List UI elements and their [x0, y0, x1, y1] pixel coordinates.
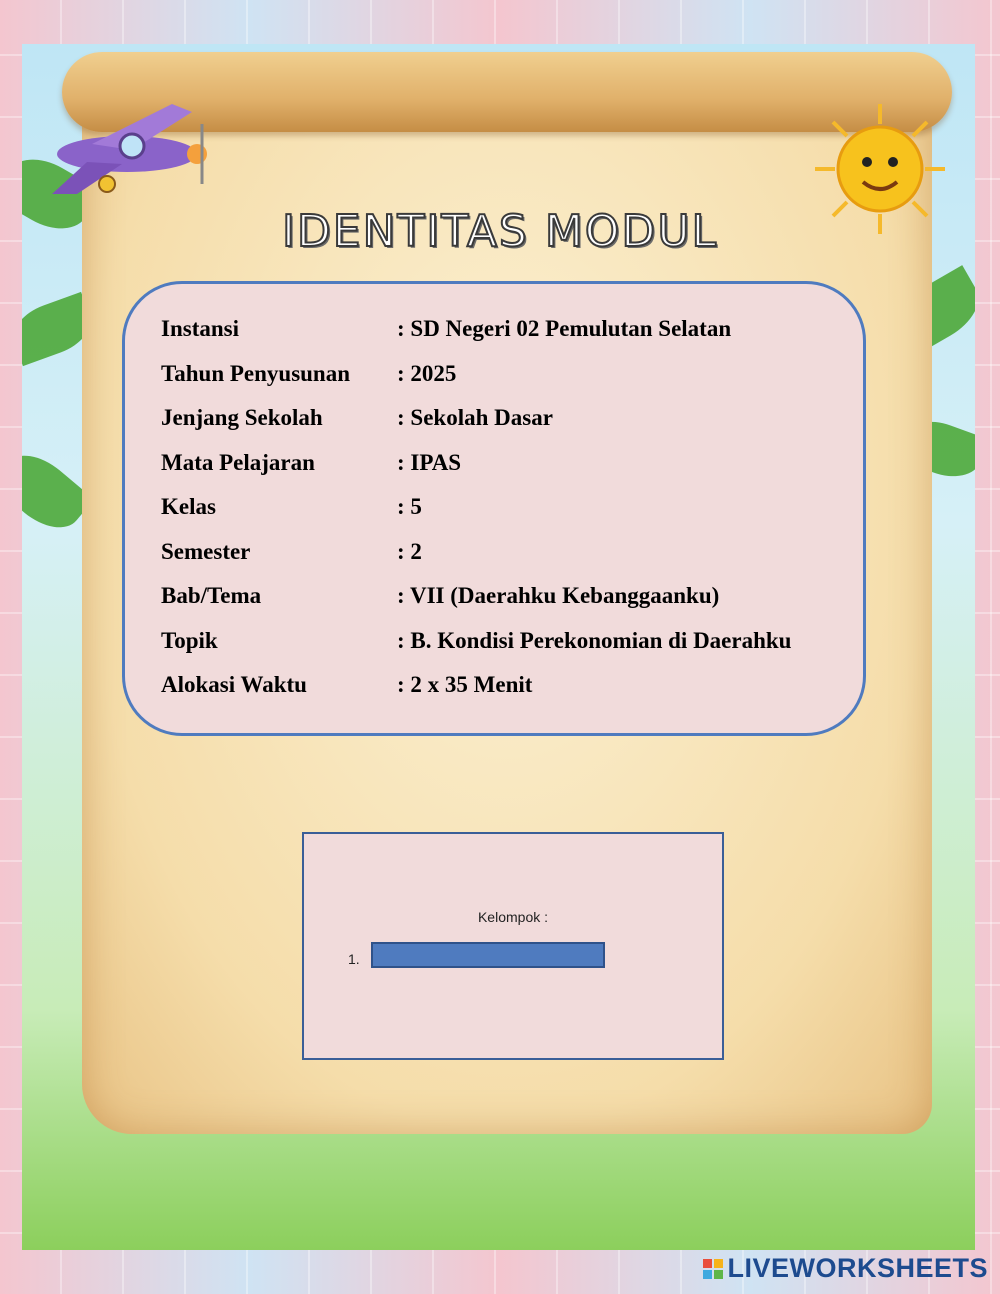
- identity-label: Instansi: [161, 316, 239, 341]
- identity-value: : 2: [397, 539, 422, 564]
- group-member-input[interactable]: [371, 942, 605, 968]
- identity-value: : Sekolah Dasar: [397, 405, 553, 430]
- page-title: IDENTITAS MODUL: [281, 206, 719, 257]
- identity-row: [161, 626, 791, 656]
- identity-row: [161, 581, 719, 611]
- identity-row: [161, 492, 422, 522]
- identity-label: Semester: [161, 539, 251, 564]
- identity-value: : 5: [397, 494, 422, 519]
- liveworksheets-icon: [703, 1259, 723, 1279]
- liveworksheets-logo: [703, 1253, 988, 1284]
- identity-label: Tahun Penyusunan: [161, 361, 351, 386]
- brand-text: LIVEWORKSHEETS: [727, 1253, 988, 1283]
- identity-value: : B. Kondisi Perekonomian di Daerahku: [397, 628, 792, 653]
- identity-row: [161, 537, 422, 567]
- identity-label: Bab/Tema: [161, 583, 262, 608]
- identity-row: [161, 314, 731, 344]
- identity-value: : 2 x 35 Menit: [397, 672, 533, 697]
- identity-value: : IPAS: [397, 450, 462, 475]
- group-box: [302, 832, 724, 1060]
- identity-label: Topik: [161, 628, 218, 653]
- identity-label: Mata Pelajaran: [161, 450, 315, 475]
- identity-value: : SD Negeri 02 Pemulutan Selatan: [397, 316, 732, 341]
- identity-label: Kelas: [161, 494, 216, 519]
- identity-row: [161, 403, 553, 433]
- airplane-icon: [32, 84, 242, 204]
- identity-value: : 2025: [397, 361, 457, 386]
- identity-row: [161, 670, 532, 700]
- identity-label: Jenjang Sekolah: [161, 405, 323, 430]
- identity-box: [122, 281, 866, 736]
- identity-value: : VII (Daerahku Kebanggaanku): [397, 583, 720, 608]
- group-label: Kelompok :: [477, 909, 549, 925]
- group-member-number: 1.: [348, 951, 360, 967]
- identity-row: [161, 448, 461, 478]
- identity-label: Alokasi Waktu: [161, 672, 307, 697]
- identity-row: [161, 359, 456, 389]
